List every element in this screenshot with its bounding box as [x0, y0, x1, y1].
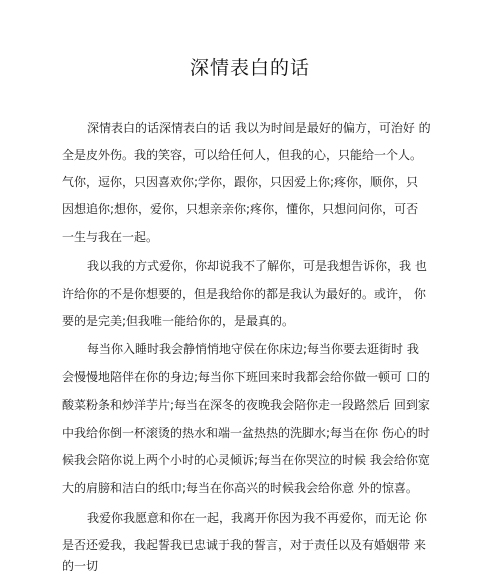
paragraph-3-line-1: 每当你入睡时我会静悄悄地守侯在你床边;每当你要去逛街时 我 — [87, 342, 419, 356]
paragraph-1-line-3: 气你，逗你，只因喜欢你;学你，跟你，只因爱上你;疼你，顺你，只 — [62, 175, 419, 189]
paragraph-3-line-4: 中我给你倒一杯滚烫的热水和端一盆热热的洗脚水;每当在你 伤心的时 — [62, 426, 430, 440]
paragraph-1-line-5: 一生与我在一起。 — [62, 230, 159, 244]
paragraph-2-line-1: 我以我的方式爱你，你却说我不了解你，可是我想告诉你，我 也 — [87, 259, 427, 273]
paragraph-4-line-2: 是否还爱我，我起誓我已忠诚于我的誓言，对于责任以及有婚姻带 来 — [62, 538, 426, 552]
paragraph-3-line-3: 酸菜粉条和炒洋芋片;每当在深冬的夜晚我会陪你走一段路然后 回到家 — [62, 398, 430, 412]
paragraph-4-line-1: 我爱你我愿意和你在一起，我离开你因为我不再爱你，而无论 你 — [87, 511, 427, 525]
paragraph-2-line-3: 要的是完美;但我唯一能给你的，是最真的。 — [62, 314, 295, 328]
paragraph-1-line-4: 因想追你;想你，爱你，只想亲亲你;疼你，懂你，只想问问你，可否 — [62, 202, 419, 216]
paragraph-3-line-5: 候我会陪你说上两个小时的心灵倾诉;每当在你哭泣的时候 我会给你宽 — [62, 453, 430, 467]
paragraph-3-line-6: 大的肩膀和洁白的纸巾;每当在你高兴的时候我会给你意 外的惊喜。 — [62, 481, 418, 495]
paragraph-3-line-2: 会慢慢地陪伴在你的身边;每当你下班回来时我都会给你做一顿可 口的 — [62, 370, 430, 384]
paragraph-1-line-2: 全是皮外伤。我的笑容，可以给任何人，但我的心，只能给一个人。 — [62, 148, 423, 162]
paragraph-2-line-2: 许给你的不是你想要的，但是我给你的都是我认为最好的。或许， 你 — [62, 287, 426, 301]
paragraph-4-line-3: 的一切 — [62, 559, 99, 573]
document-title: 深情表白的话 — [189, 57, 310, 79]
paragraph-1-line-1: 深情表白的话深情表白的话 我以为时间是最好的偏方，可治好 的 — [87, 121, 431, 135]
